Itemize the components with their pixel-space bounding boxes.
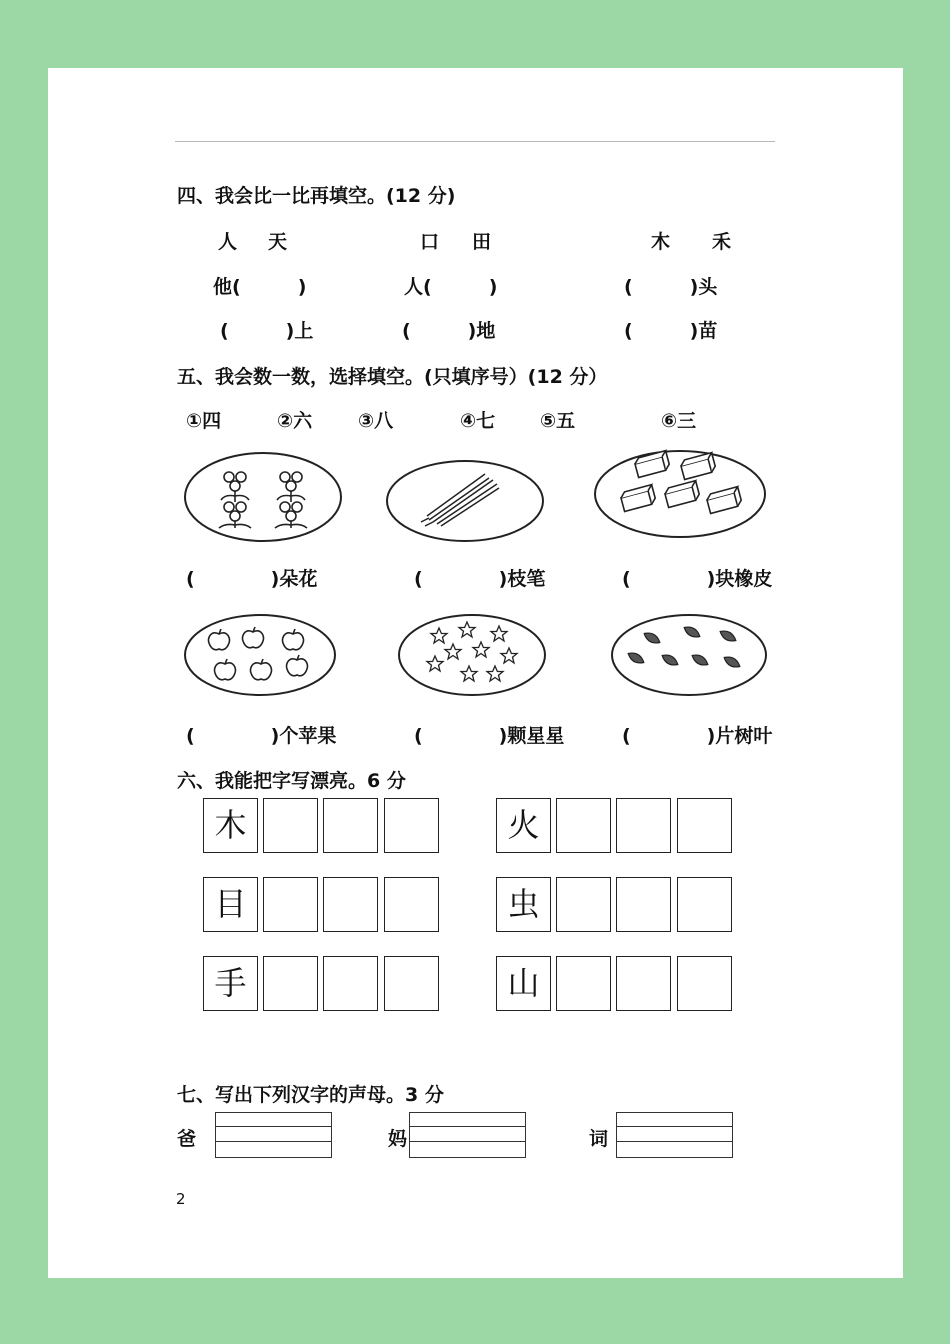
pencil-plate-icon [385, 458, 545, 544]
writing-box[interactable] [323, 956, 378, 1011]
writing-box[interactable] [384, 798, 439, 853]
model-char-box: 手 [203, 956, 258, 1011]
section5-title: 五、我会数一数，选择填空。(只填序号）(12 分） [177, 366, 608, 388]
s4-r2-c3-post: 苗 [698, 320, 718, 342]
section7-title: 七、写出下列汉字的声母。3 分 [177, 1084, 444, 1106]
s4-r2-c1 [220, 316, 313, 343]
option-1: ①四 [186, 410, 222, 432]
option-2: ②六 [277, 410, 313, 432]
s4-r1-c3-blank[interactable]: ( ) [624, 276, 699, 298]
pinyin-char-1: 爸 [177, 1128, 197, 1150]
label-leaves[interactable]: ( )片树叶 [622, 725, 773, 747]
s4-r2-c2-blank[interactable]: ( ) [402, 320, 477, 342]
writing-box[interactable] [616, 956, 671, 1011]
flower-plate-icon [183, 450, 343, 544]
writing-box[interactable] [677, 877, 732, 932]
s4-r1-c3-post: 头 [698, 276, 718, 298]
writing-box[interactable] [616, 877, 671, 932]
page-number: 2 [176, 1190, 186, 1208]
writing-box[interactable] [323, 877, 378, 932]
label-flowers[interactable]: ( )朵花 [186, 568, 318, 590]
model-char-box: 木 [203, 798, 258, 853]
writing-box[interactable] [677, 798, 732, 853]
pair2-a: 口 [420, 231, 440, 253]
pair1-b: 天 [268, 231, 288, 253]
label-erasers[interactable]: ( )块橡皮 [622, 568, 773, 590]
s4-r2-c2-post: 地 [476, 320, 496, 342]
option-4: ④七 [460, 410, 496, 432]
pair1-a: 人 [218, 231, 238, 253]
s4-r2-c3-blank[interactable]: ( ) [624, 320, 699, 342]
pinyin-lines[interactable] [215, 1112, 332, 1158]
model-char-box: 虫 [496, 877, 551, 932]
pinyin-lines[interactable] [409, 1112, 526, 1158]
label-apples[interactable]: ( )个苹果 [186, 725, 337, 747]
s4-r1-c1 [213, 272, 306, 299]
pinyin-char-3: 词 [589, 1128, 609, 1150]
writing-box[interactable] [677, 956, 732, 1011]
pinyin-char-2: 妈 [388, 1128, 408, 1150]
s4-r1-c3 [624, 272, 717, 299]
eraser-plate-icon [593, 448, 768, 540]
writing-box[interactable] [263, 877, 318, 932]
pair3-b: 禾 [712, 231, 732, 253]
writing-box[interactable] [556, 877, 611, 932]
model-char-box: 火 [496, 798, 551, 853]
writing-box[interactable] [616, 798, 671, 853]
label-stars[interactable]: ( )颗星星 [414, 725, 565, 747]
s4-r2-c1-post: 上 [294, 320, 314, 342]
writing-box[interactable] [263, 798, 318, 853]
leaf-plate-icon [610, 612, 768, 698]
writing-box[interactable] [323, 798, 378, 853]
pinyin-lines[interactable] [616, 1112, 733, 1158]
model-char-box: 目 [203, 877, 258, 932]
s4-r2-c1-blank[interactable]: ( ) [220, 320, 295, 342]
pair2-b: 田 [472, 231, 492, 253]
label-pencils[interactable]: ( )枝笔 [414, 568, 546, 590]
pair3-a: 木 [651, 231, 671, 253]
option-3: ③八 [358, 410, 394, 432]
s4-r1-c2 [404, 272, 497, 299]
writing-box[interactable] [556, 956, 611, 1011]
s4-r1-c2-pre: 人 [404, 276, 424, 298]
writing-box[interactable] [384, 877, 439, 932]
s4-r1-c1-blank[interactable]: ( ) [232, 276, 307, 298]
section4-title: 四、我会比一比再填空。(12 分) [177, 185, 456, 207]
writing-box[interactable] [384, 956, 439, 1011]
s4-r1-c1-pre: 他 [213, 276, 233, 298]
option-6: ⑥三 [661, 410, 697, 432]
writing-box[interactable] [556, 798, 611, 853]
option-5: ⑤五 [540, 410, 576, 432]
s4-r1-c2-blank[interactable]: ( ) [423, 276, 498, 298]
s4-r2-c3 [624, 316, 717, 343]
s4-r2-c2 [402, 316, 495, 343]
section6-title: 六、我能把字写漂亮。6 分 [177, 770, 406, 792]
star-plate-icon [397, 612, 547, 698]
model-char-box: 山 [496, 956, 551, 1011]
apple-plate-icon [183, 612, 338, 698]
writing-box[interactable] [263, 956, 318, 1011]
header-rule [175, 141, 775, 142]
